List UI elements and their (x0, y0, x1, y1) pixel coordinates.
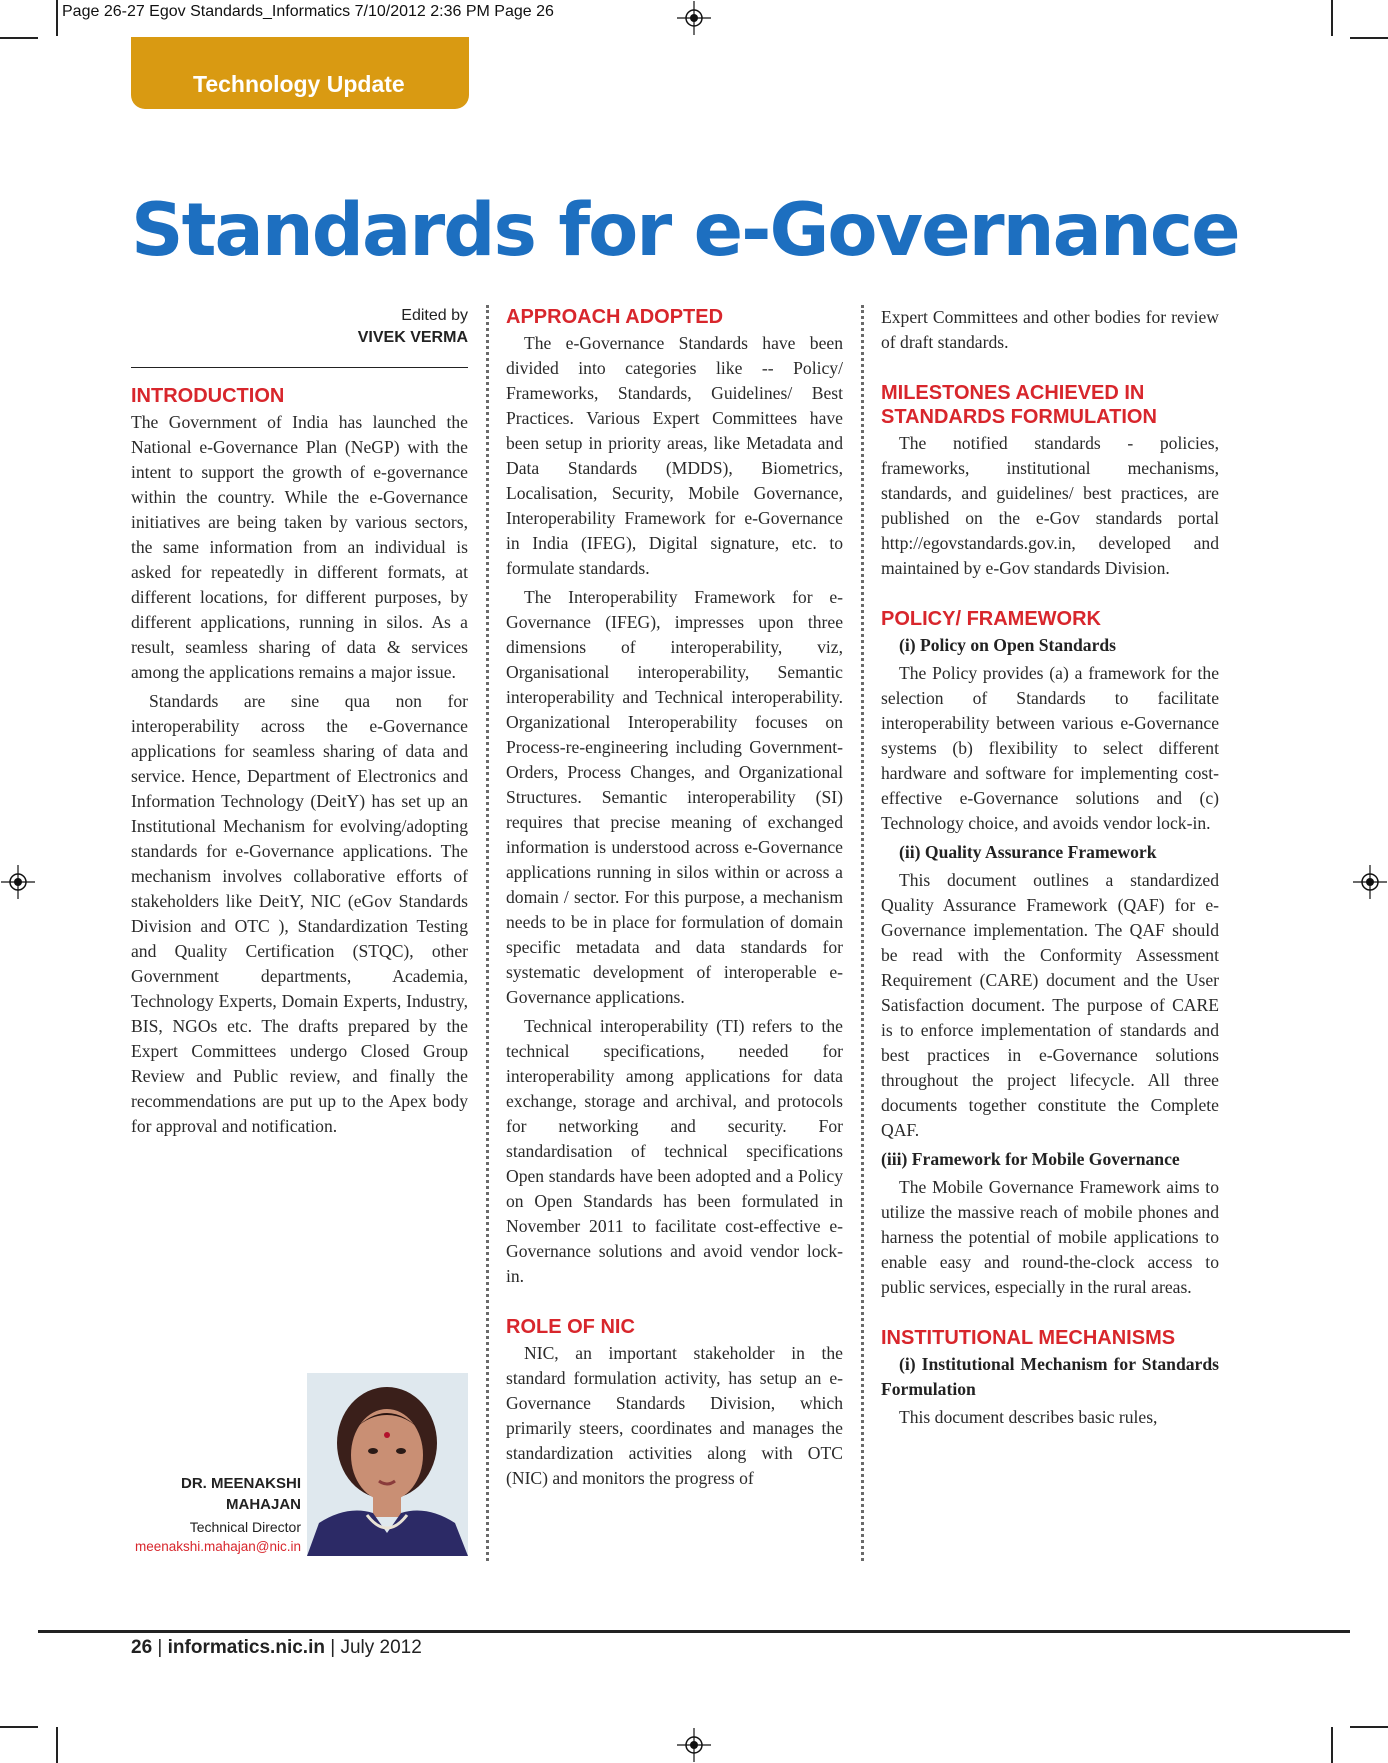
footer-rule (38, 1630, 1350, 1633)
column-1 (131, 305, 468, 1143)
policy-item-title: (i) Policy on Open Standards (899, 635, 1117, 655)
editor-name: VIVEK VERMA (357, 329, 468, 346)
crop-mark (56, 1727, 58, 1763)
approach-paragraph: The e-Governance Standards have been divided into categories like -- Policy/ Frameworks, Standards, Guidelines/ Best Practices. Various Expert Committees have been setup in priority areas, like Metadata and Data Standards (MDDS), Biometrics, Localisation, Security, Mobile Governance, Interoperability Framework for e-Governance in India (IFEG), Digital signature, etc. to formulate standards. (506, 333, 843, 578)
crop-mark (1331, 1727, 1333, 1763)
footer-separator: | (157, 1637, 168, 1658)
editor-label: Edited by (401, 307, 468, 324)
policy-item-text: The Policy provides (a) a framework for the selection of Standards to facilitate interoperability between various e-Governance systems (b) flexibility to select different hardware and software for implementing cost-effective e-Governance solutions and (c) Technology choice, and avoids vendor lock-in. (881, 663, 1219, 833)
policy-item-title: (iii) Framework for Mobile Governance (881, 1149, 1180, 1169)
registration-mark-icon (677, 1728, 711, 1762)
author-role: Technical Director (189, 1519, 301, 1535)
author-photo (307, 1373, 468, 1556)
introduction-heading: INTRODUCTION (131, 385, 285, 407)
approach-paragraph: The Interoperability Framework for e-Governance (IFEG), impresses upon three dimensions of interoperability, viz, Organisational interoperability, Semantic interoperability and Technical interoperability. Organizational Interoperability focuses on Process-re-engineering including Government-Orders, Process Changes, and Organizational Structures. Semantic interoperability (SI) requires that precise meaning of exchanged information is understood across e-Governance applications running in silos within or across a domain / sector. For this purpose, a mechanism needs to be in place for formulation of domain specific metadata and data standards for systematic development of interoperable e-Governance applications. (506, 587, 843, 1007)
registration-mark-icon (677, 1, 711, 35)
introduction-paragraph: Standards are sine qua non for interoperability across the e-Governance applications for seamless sharing of data and service. Hence, Department of Electronics and Information Technology (DeitY) has set up an Institutional Mechanism for evolving/adopting standards for e-Governance applications. The mechanism involves collaborative efforts of stakeholders like DeitY, NIC (eGov Standards Division and OTC ), Standardization Testing and Quality Certification (STQC), other Government departments, Academia, Technology Experts, Domain Experts, Industry, BIS, NGOs etc. The drafts prepared by the Expert Committees undergo Closed Group Review and Public review, and finally the recommendations are put up to the Apex body for approval and notification. (131, 691, 468, 1136)
milestones-heading: MILESTONES ACHIEVED IN STANDARDS FORMULATION (881, 382, 1157, 428)
policy-framework-heading: POLICY/ FRAMEWORK (881, 608, 1101, 630)
crop-mark (0, 1726, 38, 1728)
registration-mark-icon (1353, 865, 1387, 899)
editor-credit (131, 305, 468, 349)
author-name-line2: MAHAJAN (226, 1496, 301, 1513)
approach-heading: APPROACH ADOPTED (506, 306, 724, 328)
footer-issue: July 2012 (340, 1637, 422, 1658)
column-2 (506, 305, 843, 1495)
policy-item-text: This document outlines a standardized Quality Assurance Framework (QAF) for e-Governance implementation. The QAF should be read with the Conformity Assessment Requirement (CARE) document and the User Satisfaction document. The purpose of CARE is to enforce implementation of standards and best practices in e-Governance solutions throughout the project lifecycle. All three documents together constitute the Complete QAF. (881, 870, 1219, 1140)
approach-paragraph: Technical interoperability (TI) refers to the technical specifications, needed for interoperability among applications for data exchange, storage and archival, and protocols for networking and security. For standardisation of technical specifications Open standards have been adopted and a Policy on Open Standards has been formulated in November 2011 to facilitate cost-effective e-Governance solutions and avoid vendor lock-in. (506, 1016, 843, 1286)
crop-mark (56, 0, 58, 36)
section-tag-label: Technology Update (193, 71, 405, 97)
institutional-heading: INSTITUTIONAL MECHANISMS (881, 1327, 1176, 1349)
crop-mark (0, 37, 38, 39)
policy-item-title: (ii) Quality Assurance Framework (899, 842, 1157, 862)
introduction-paragraph: The Government of India has launched the National e-Governance Plan (NeGP) with the intent to support the growth of e-governance within the country. While the e-Governance initiatives are being taken by various sectors, the same information from an individual is asked for repeatedly in different formats, at different locations, for different purposes, by different applications, running in silos. As a result, seamless sharing of data & services among the applications remains a major issue. (131, 412, 468, 682)
role-of-nic-paragraph: NIC, an important stakeholder in the standard formulation activity, has setup an e-Governance Standards Division, which primarily steers, coordinates and manages the standardization activities along with OTC (NIC) and monitors the progress of (506, 1343, 843, 1488)
institutional-item-title: (i) Institutional Mechanism for Standards Formulation (881, 1354, 1219, 1399)
crop-mark (1331, 0, 1333, 36)
role-of-nic-heading: ROLE OF NIC (506, 1316, 635, 1338)
print-slug: Page 26-27 Egov Standards_Informatics 7/10/2012 2:36 PM Page 26 (62, 3, 554, 20)
article-title: Standards for e-Governance (131, 188, 1239, 273)
crop-mark (1350, 1726, 1388, 1728)
policy-item-text: The Mobile Governance Framework aims to utilize the massive reach of mobile phones and harness the potential of mobile applications to enable easy and round-the-clock access to public services, especially in the rural areas. (881, 1177, 1219, 1297)
milestones-paragraph: The notified standards - policies, frameworks, institutional mechanisms, standards, and guidelines/ best practices, are published on the e-Gov standards portal http://egovstandards.gov.in, developed and maintained by e-Gov standards Division. (881, 433, 1219, 578)
continuation-paragraph: Expert Committees and other bodies for review of draft standards. (881, 307, 1219, 352)
editor-rule (131, 367, 468, 368)
author-name-line1: DR. MEENAKSHI (180, 1475, 301, 1492)
footer-site: informatics.nic.in (167, 1637, 325, 1658)
footer (131, 1637, 422, 1659)
page-number: 26 (131, 1637, 153, 1658)
footer-separator: | (330, 1637, 341, 1658)
column-3 (881, 305, 1219, 1434)
section-tag (131, 37, 469, 109)
author-email: meenakshi.mahajan@nic.in (134, 1539, 301, 1554)
institutional-paragraph: This document describes basic rules, (899, 1407, 1158, 1427)
column-divider (861, 305, 864, 1561)
author-credit (131, 1473, 301, 1557)
author-portrait-icon (307, 1373, 468, 1556)
column-divider (486, 305, 489, 1561)
registration-mark-icon (1, 865, 35, 899)
crop-mark (1350, 37, 1388, 39)
